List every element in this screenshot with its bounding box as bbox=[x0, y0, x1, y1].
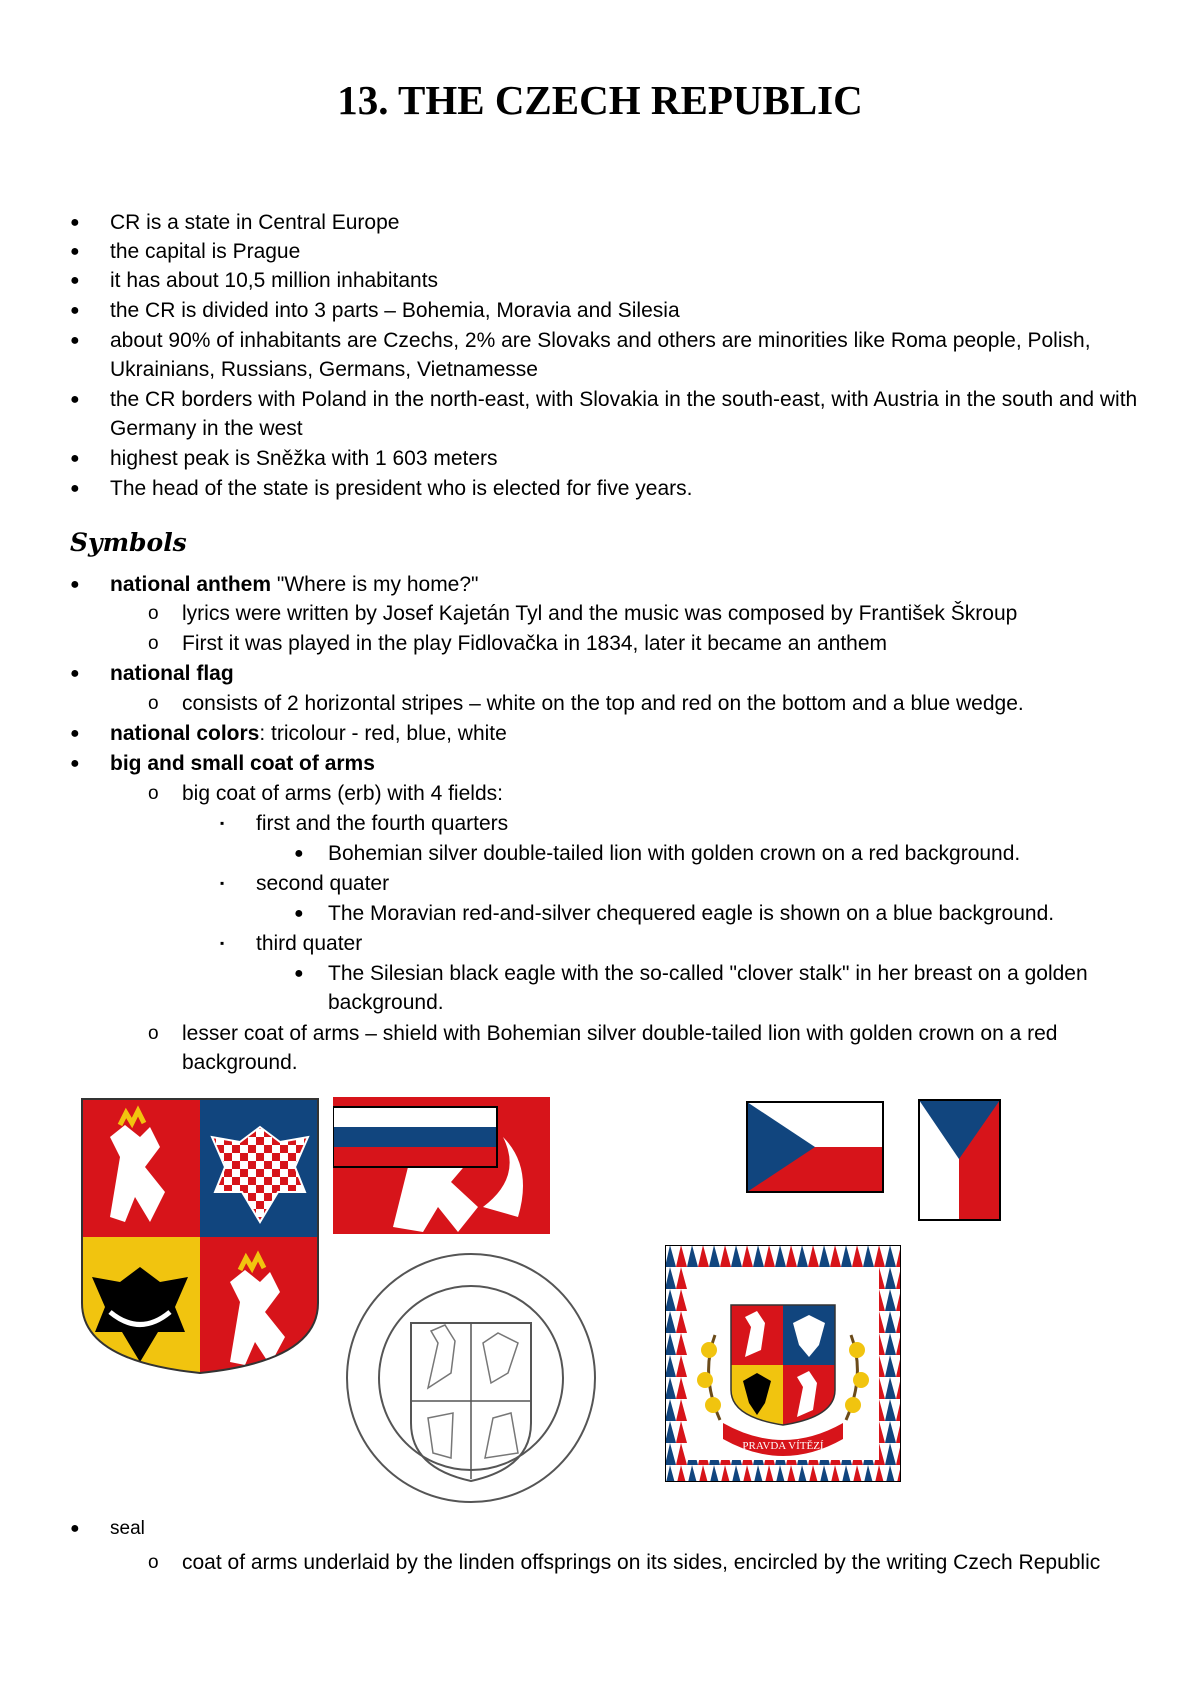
list-item: first and the fourth quarters bbox=[256, 812, 509, 835]
list-item: national flag bbox=[110, 662, 234, 685]
colors-label: national colors bbox=[110, 722, 260, 745]
list-item: it has about 10,5 million inhabitants bbox=[110, 269, 439, 292]
bullet-circle: o bbox=[148, 693, 159, 714]
bullet-square: ▪ bbox=[220, 936, 225, 950]
big-coat-of-arms-image bbox=[80, 1097, 320, 1375]
bullet-disc: ● bbox=[70, 272, 80, 289]
bullet-disc: ● bbox=[70, 302, 80, 319]
bullet-circle: o bbox=[148, 783, 159, 804]
list-item: the CR borders with Poland in the north-east, with Slovakia in the south-east, with Austria in the south and with Germany in the west bbox=[110, 388, 1138, 440]
list-item: CR is a state in Central Europe bbox=[110, 211, 400, 234]
bullet-disc: ● bbox=[70, 391, 80, 408]
lesser-coat-of-arms-image bbox=[333, 1097, 550, 1234]
motto-text: PRAVDA VÍTĚZÍ bbox=[742, 1440, 824, 1452]
bullet-disc: ● bbox=[70, 755, 80, 772]
page-title: 13. THE CZECH REPUBLIC bbox=[337, 77, 863, 123]
presidential-standard-image bbox=[665, 1245, 901, 1482]
colors-text: : tricolour - red, blue, white bbox=[259, 722, 507, 745]
bullet-disc: ● bbox=[70, 665, 80, 682]
bullet-square: ▪ bbox=[220, 816, 225, 830]
tricolor-stripes-image bbox=[333, 1107, 497, 1167]
list-item: highest peak is Sněžka with 1 603 meters bbox=[110, 447, 498, 470]
list-item: First it was played in the play Fidlovačka in 1834, later it became an anthem bbox=[182, 632, 888, 655]
list-item: lesser coat of arms – shield with Bohemian silver double-tailed lion with golden crown on a red background. bbox=[182, 1022, 1058, 1074]
list-item: lyrics were written by Josef Kajetán Tyl and the music was composed by František Škroup bbox=[182, 602, 1018, 625]
bullet-disc: ● bbox=[70, 1520, 80, 1537]
anthem-label: national anthem bbox=[110, 573, 272, 596]
list-item: the capital is Prague bbox=[110, 240, 301, 263]
bullet-disc: ● bbox=[70, 243, 80, 260]
list-item bbox=[110, 719, 1140, 748]
bullet-circle: o bbox=[148, 633, 159, 654]
bullet-disc: ● bbox=[70, 450, 80, 467]
list-item: big and small coat of arms bbox=[110, 752, 375, 775]
bullet-disc: ● bbox=[70, 480, 80, 497]
list-item: the CR is divided into 3 parts – Bohemia, Moravia and Silesia bbox=[110, 299, 680, 322]
list-item: The head of the state is president who is elected for five years. bbox=[110, 477, 693, 500]
bullet-circle: o bbox=[148, 1023, 159, 1044]
list-item: Bohemian silver double-tailed lion with golden crown on a red background. bbox=[328, 842, 1021, 865]
list-item: seal bbox=[110, 1518, 145, 1539]
bullet-disc: ● bbox=[70, 214, 80, 231]
list-item: big coat of arms (erb) with 4 fields: bbox=[182, 782, 503, 805]
list-item: coat of arms underlaid by the linden offsprings on its sides, encircled by the writing Czech Republic bbox=[182, 1551, 1101, 1574]
list-item: about 90% of inhabitants are Czechs, 2% are Slovaks and others are minorities like Roma people, Polish, Ukrainians, Russians, Germans, Vietnamesse bbox=[110, 329, 1091, 381]
bullet-disc: ● bbox=[294, 905, 304, 922]
czech-flag-image bbox=[746, 1101, 884, 1193]
list-item: The Silesian black eagle with the so-called "clover stalk" in her breast on a golden background. bbox=[328, 962, 1088, 1014]
list-item: second quater bbox=[256, 872, 390, 895]
bullet-square: ▪ bbox=[220, 876, 225, 890]
list-item: consists of 2 horizontal stripes – white on the top and red on the bottom and a blue wedge. bbox=[182, 692, 1024, 715]
bullet-disc: ● bbox=[70, 725, 80, 742]
bullet-disc: ● bbox=[294, 965, 304, 982]
list-item: third quater bbox=[256, 932, 363, 955]
anthem-text: "Where is my home?" bbox=[271, 573, 479, 596]
list-item: The Moravian red-and-silver chequered eagle is shown on a blue background. bbox=[328, 902, 1055, 925]
bullet-disc: ● bbox=[294, 845, 304, 862]
bullet-circle: o bbox=[148, 603, 159, 624]
state-seal-image bbox=[333, 1243, 605, 1513]
bullet-circle: o bbox=[148, 1552, 159, 1573]
bullet-disc: ● bbox=[70, 332, 80, 349]
vertical-flag-image bbox=[918, 1099, 1001, 1221]
list-item bbox=[110, 570, 1140, 599]
symbols-heading: Symbols bbox=[70, 528, 187, 557]
bullet-disc: ● bbox=[70, 576, 80, 593]
